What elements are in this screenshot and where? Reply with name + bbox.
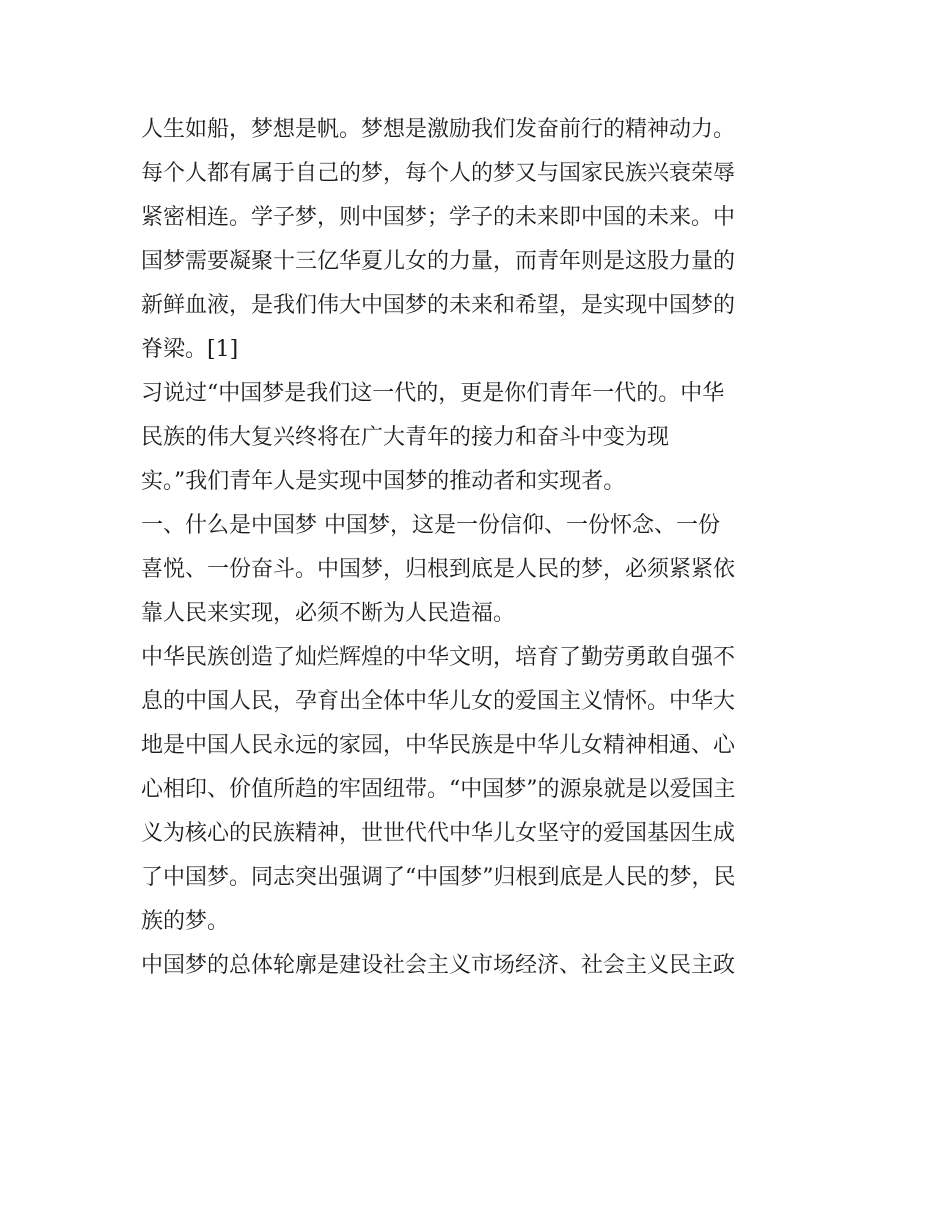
text-line: 息的中国人民，孕育出全体中华儿女的爱国主义情怀。中华大: [141, 689, 736, 714]
text-line: 新鲜血液，是我们伟大中国梦的未来和希望，是实现中国梦的: [141, 293, 736, 318]
text-line: 民族的伟大复兴终将在广大青年的接力和奋斗中变为现: [141, 425, 670, 450]
text-line: 靠人民来实现，必须不断为人民造福。: [141, 601, 516, 626]
text-line: 了中国梦。同志突出强调了“中国梦”归根到底是人民的梦，民: [141, 865, 736, 890]
text-line: 喜悦、一份奋斗。中国梦，归根到底是人民的梦，必须紧紧依: [141, 557, 736, 582]
text-line: 中华民族创造了灿烂辉煌的中华文明，培育了勤劳勇敢自强不: [141, 645, 736, 670]
text-line: 族的梦。: [141, 909, 230, 934]
text-line: 脊梁。[1]: [141, 337, 239, 362]
text-line: 中国梦的总体轮廓是建设社会主义市场经济、社会主义民主政: [141, 953, 736, 978]
text-line: 国梦需要凝聚十三亿华夏儿女的力量，而青年则是这股力量的: [141, 249, 736, 274]
text-line: 义为核心的民族精神，世世代代中华儿女坚守的爱国基因生成: [141, 821, 736, 846]
text-line: 人生如船，梦想是帆。梦想是激励我们发奋前行的精神动力。: [141, 117, 736, 142]
text-line: 习说过“中国梦是我们这一代的，更是你们青年一代的。中华: [141, 381, 725, 406]
text-line: 实。”我们青年人是实现中国梦的推动者和实现者。: [141, 469, 626, 494]
text-line: 一、什么是中国梦 中国梦，这是一份信仰、一份怀念、一份: [141, 513, 720, 538]
body-text: [141, 108, 821, 988]
text-line: 心相印、价值所趋的牢固纽带。“中国梦”的源泉就是以爱国主: [141, 777, 736, 802]
text-line: 地是中国人民永远的家园，中华民族是中华儿女精神相通、心: [141, 733, 736, 758]
text-line: 每个人都有属于自己的梦，每个人的梦又与国家民族兴衰荣辱: [141, 161, 736, 186]
text-line: 紧密相连。学子梦，则中国梦；学子的未来即中国的未来。中: [141, 205, 736, 230]
